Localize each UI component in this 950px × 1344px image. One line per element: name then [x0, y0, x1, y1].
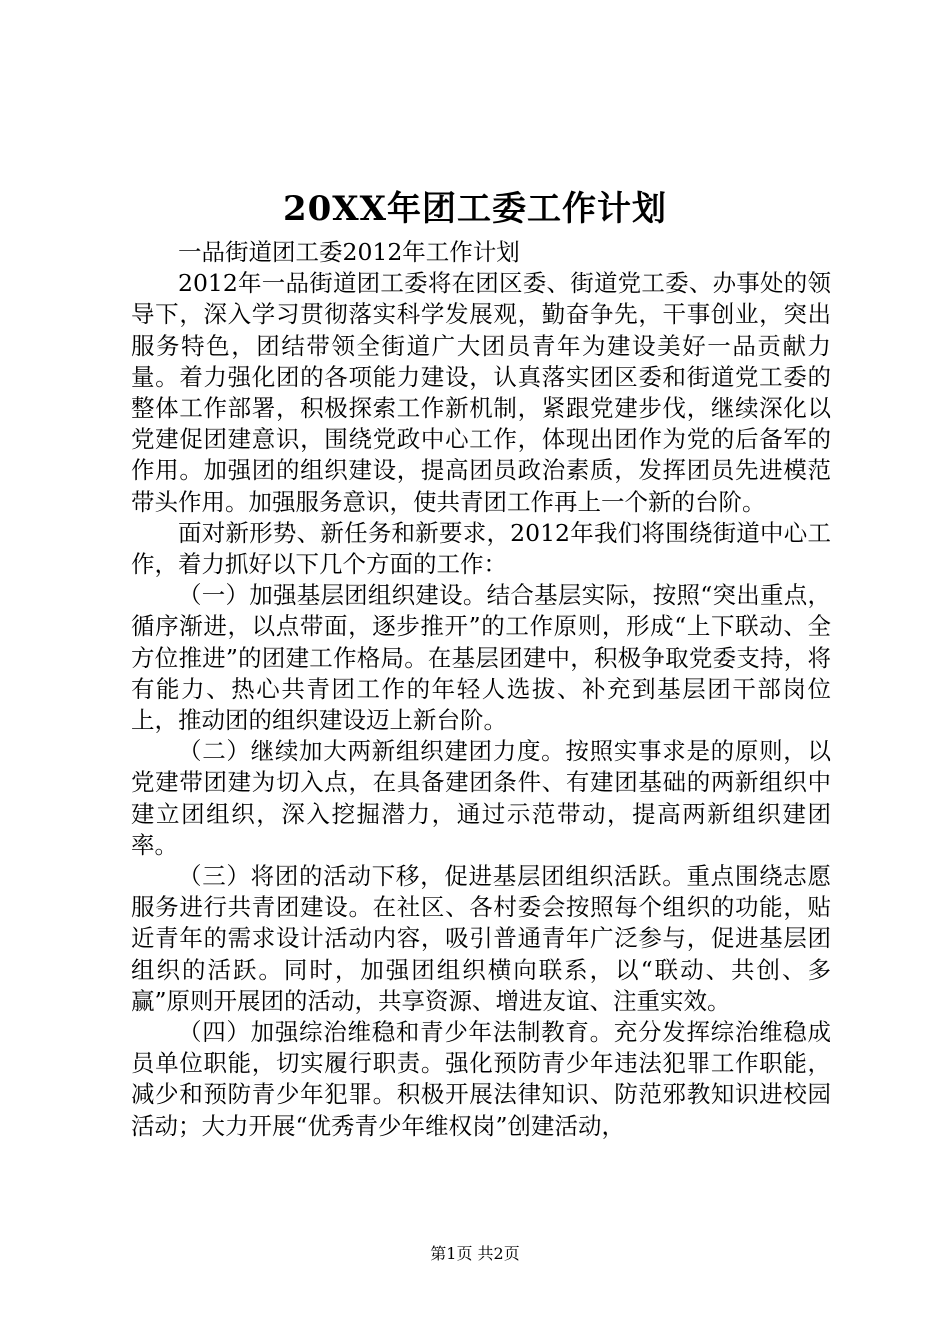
paragraph-item-1: （一）加强基层团组织建设。结合基层实际，按照“突出重点，循序渐进，以点带面，逐步推开”的工作原则，形成“上下联动、全方位推进”的团建工作格局。在基层团建中，积极争取党委支持，将有能力、热心共青团工作的年轻人选拔、补充到基层团干部岗位上，推动团的组织建设迈上新台阶。 [131, 581, 831, 735]
document-title: 20XX年团工委工作计划 [282, 189, 668, 229]
page-number-footer: 第1页 共2页 [430, 1244, 520, 1263]
paragraph-subtitle: 一品街道团工委2012年工作计划 [178, 238, 520, 266]
paragraph-item-4: （四）加强综治维稳和青少年法制教育。充分发挥综治维稳成员单位职能，切实履行职责。强化预防青少年违法犯罪工作职能，减少和预防青少年犯罪。积极开展法律知识、防范邪教知识进校园活动；大力开展“优秀青少年维权岗”创建活动， [131, 1018, 831, 1140]
paragraph-item-3: （三）将团的活动下移，促进基层团组织活跃。重点围绕志愿服务进行共青团建设。在社区、各村委会按照每个组织的功能，贴近青年的需求设计活动内容，吸引普通青年广泛参与，促进基层团组织的活跃。同时，加强团组织横向联系，以“联动、共创、多赢”原则开展团的活动，共享资源、增进友谊、注重实效。 [131, 862, 831, 1015]
document-body [131, 237, 831, 1142]
paragraph-overview: 面对新形势、新任务和新要求，2012年我们将围绕街道中心工作，着力抓好以下几个方面的工作： [131, 518, 831, 579]
paragraph-item-2: （二）继续加大两新组织建团力度。按照实事求是的原则，以党建带团建为切入点，在具备建团条件、有建团基础的两新组织中建立团组织，深入挖掘潜力，通过示范带动，提高两新组织建团率。 [131, 737, 831, 859]
paragraph-intro: 2012年一品街道团工委将在团区委、街道党工委、办事处的领导下，深入学习贯彻落实科学发展观，勤奋争先，干事创业，突出服务特色，团结带领全街道广大团员青年为建设美好一品贡献力量。着力强化团的各项能力建设，认真落实团区委和街道党工委的整体工作部署，积极探索工作新机制，紧跟党建步伐，继续深化以党建促团建意识，围绕党政中心工作，体现出团作为党的后备军的作用。加强团的组织建设，提高团员政治素质，发挥团员先进模范带头作用。加强服务意识，使共青团工作再上一个新的台阶。 [131, 269, 831, 516]
